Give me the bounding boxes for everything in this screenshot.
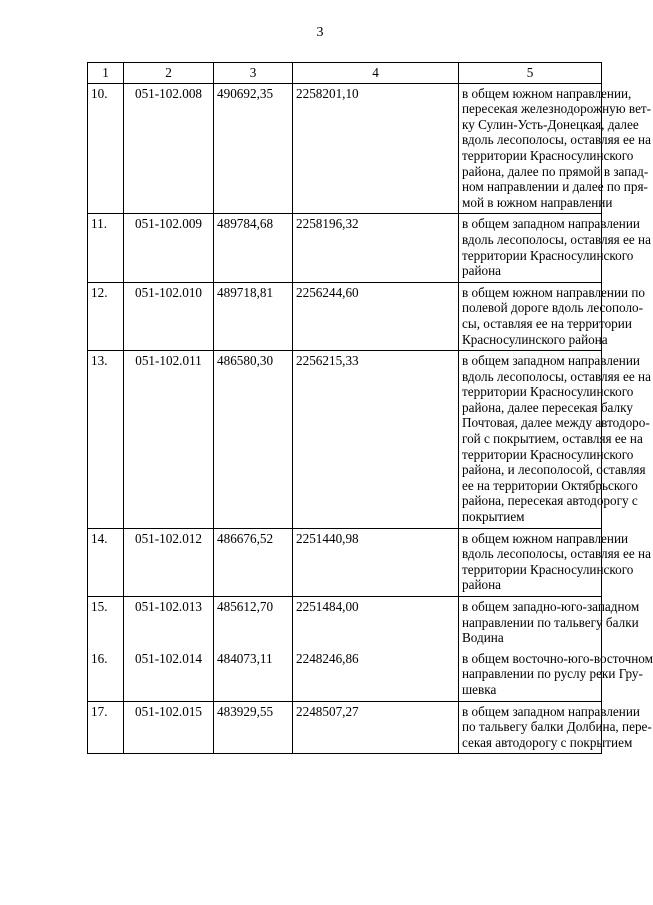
description-line: в общем западном направлении [462, 216, 640, 232]
description-line: территории Красносулинского [462, 446, 634, 462]
x-coordinate-cell: 490692,35 [214, 83, 293, 214]
row-number-cell: 15. [88, 597, 124, 649]
description-line: территории Красносулинского [462, 247, 634, 263]
description-line: района, далее по прямой в запад- [462, 163, 649, 179]
description-line: направлении по руслу реки Гру- [462, 666, 643, 682]
description-line: ку Сулин-Усть-Донецкая, далее [462, 116, 639, 132]
column-header: 1 [88, 63, 124, 84]
boundary-description-cell [459, 282, 646, 350]
column-header: 5 [459, 63, 602, 84]
point-code-cell: 051-102.010 [124, 282, 214, 350]
boundary-description-cell [459, 597, 640, 649]
row-number-cell: 11. [88, 214, 124, 282]
table-row [88, 214, 602, 282]
description-line: в общем западно-юго-западном [462, 599, 640, 614]
description-line: покрытием [462, 509, 525, 525]
y-coordinate-cell: 2248246,86 [293, 649, 459, 701]
description-line: в общем западном направлении [462, 703, 640, 719]
table-header-row [88, 63, 602, 84]
row-number-cell: 13. [88, 351, 124, 529]
x-coordinate-cell: 486676,52 [214, 528, 293, 596]
description-line: района, пересекая автодорогу с [462, 493, 638, 509]
table-row [88, 649, 602, 701]
x-coordinate-cell: 485612,70 [214, 597, 293, 649]
description-line: территории Красносулинского [462, 147, 634, 163]
boundary-description-cell [459, 214, 651, 282]
column-header: 4 [293, 63, 459, 84]
description-line: полевой дороге вдоль лесополо- [462, 300, 644, 316]
description-line: вдоль лесополосы, оставляя ее на [462, 231, 651, 247]
description-line: в общем восточно-юго-восточном [462, 650, 653, 666]
y-coordinate-cell: 2256215,33 [293, 351, 459, 529]
description-line: вдоль лесополосы, оставляя ее на [462, 368, 651, 384]
description-line: ее на территории Октябрьского [462, 477, 638, 493]
description-line: в общем западном направлении [462, 353, 640, 369]
description-line: в общем южном направлении [462, 530, 629, 546]
description-line: вдоль лесополосы, оставляя ее на [462, 546, 651, 562]
column-header: 3 [214, 63, 293, 84]
boundary-points-table [87, 62, 653, 754]
description-line: направлении по тальвегу балки [462, 614, 639, 630]
page-number: 3 [316, 25, 324, 40]
description-line: Красносулинского района [462, 331, 608, 347]
row-number-cell: 12. [88, 282, 124, 350]
y-coordinate-cell: 2258201,10 [293, 83, 459, 214]
description-line: района, и лесополосой, оставляя [462, 462, 646, 478]
description-line: Почтовая, далее между автодоро- [462, 415, 650, 431]
description-line: района [462, 577, 502, 593]
description-line: секая автодорогу с покрытием [462, 734, 633, 750]
description-line: вдоль лесополосы, оставляя ее на [462, 132, 651, 148]
x-coordinate-cell: 486580,30 [214, 351, 293, 529]
description-line: в общем южном направлении по [462, 284, 646, 300]
point-code-cell: 051-102.015 [124, 701, 214, 754]
point-code-cell: 051-102.012 [124, 528, 214, 596]
boundary-description-cell [459, 528, 651, 596]
boundary-description-cell [459, 701, 652, 754]
row-number-cell: 14. [88, 528, 124, 596]
y-coordinate-cell: 2256244,60 [293, 282, 459, 350]
description-line: гой с покрытием, оставляя ее на [462, 431, 643, 447]
table-row [88, 282, 602, 350]
point-code-cell: 051-102.011 [124, 351, 214, 529]
description-line: района, далее пересекая балку [462, 399, 633, 415]
boundary-description-cell [459, 83, 652, 214]
x-coordinate-cell: 483929,55 [214, 701, 293, 754]
row-number-cell: 17. [88, 701, 124, 754]
table-row [88, 597, 602, 649]
description-line: по тальвегу балки Долбина, пере- [462, 719, 652, 735]
x-coordinate-cell: 489784,68 [214, 214, 293, 282]
description-line: в общем южном направлении, [462, 85, 632, 101]
description-line: района [462, 263, 502, 279]
description-line: пересекая железнодорожную вет- [462, 101, 652, 117]
point-code-cell: 051-102.008 [124, 83, 214, 214]
row-number-cell: 16. [88, 649, 124, 701]
boundary-description-cell [459, 649, 653, 701]
description-line: ном направлении и далее по пря- [462, 179, 648, 195]
table-row [88, 351, 602, 529]
y-coordinate-cell: 2251440,98 [293, 528, 459, 596]
boundary-description-cell [459, 351, 651, 529]
y-coordinate-cell: 2258196,32 [293, 214, 459, 282]
point-code-cell: 051-102.013 [124, 597, 214, 649]
description-line: территории Красносулинского [462, 561, 634, 577]
table-row [88, 83, 602, 214]
description-line: мой в южном направлении [462, 194, 613, 210]
point-code-cell: 051-102.014 [124, 649, 214, 701]
x-coordinate-cell: 489718,81 [214, 282, 293, 350]
table-row [88, 701, 602, 754]
description-line: территории Красносулинского [462, 384, 634, 400]
row-number-cell: 10. [88, 83, 124, 214]
y-coordinate-cell: 2251484,00 [293, 597, 459, 649]
x-coordinate-cell: 484073,11 [214, 649, 293, 701]
point-code-cell: 051-102.009 [124, 214, 214, 282]
column-header: 2 [124, 63, 214, 84]
y-coordinate-cell: 2248507,27 [293, 701, 459, 754]
table-row [88, 528, 602, 596]
description-line: сы, оставляя ее на территории [462, 315, 632, 331]
description-line: Водина [462, 630, 504, 646]
description-line: шевка [462, 681, 497, 697]
